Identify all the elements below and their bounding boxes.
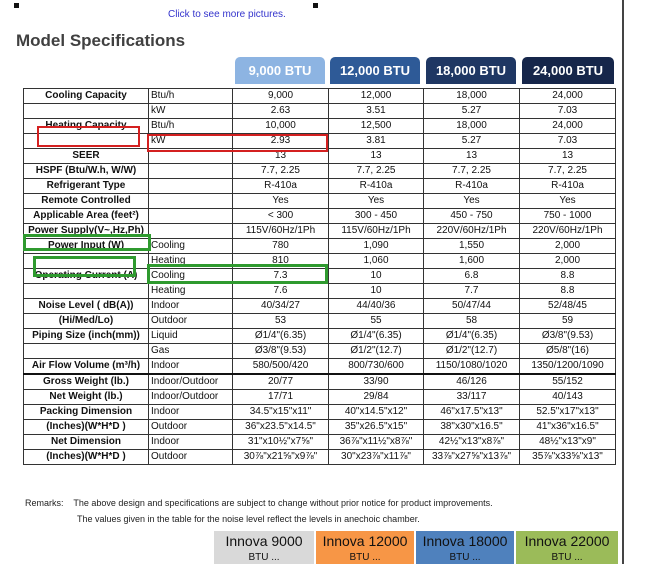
spec-value: Ø1/4"(6.35) (424, 329, 520, 344)
spec-value: 18,000 (424, 119, 520, 134)
spec-label: Cooling Capacity (24, 89, 149, 104)
variant-innova-9000[interactable] (214, 531, 314, 564)
spec-value: 24,000 (520, 89, 616, 104)
spec-value: 36⅞"x11½"x8⅞" (329, 435, 424, 450)
spec-label: Noise Level ( dB(A)) (24, 299, 149, 314)
spec-value: 1,600 (424, 254, 520, 269)
spec-row (24, 374, 616, 390)
spec-value: 20/77 (233, 374, 329, 390)
remarks-line-2: The values given in the table for the noise level reflect the levels in anechoic chamber. (77, 514, 420, 524)
spec-row (24, 450, 616, 465)
spec-row (24, 164, 616, 179)
spec-value: 1150/1080/1020 (424, 359, 520, 375)
spec-value: 38"x30"x16.5" (424, 420, 520, 435)
spec-value: 40/34/27 (233, 299, 329, 314)
spec-value: 810 (233, 254, 329, 269)
spec-value: 8.8 (520, 284, 616, 299)
variant-sub: BTU ... (248, 552, 280, 563)
corner-mark-left (14, 3, 19, 8)
spec-value: 31"x10½"x7⅝" (233, 435, 329, 450)
spec-label: Air Flow Volume (m³/h) (24, 359, 149, 375)
spec-value: 5.27 (424, 104, 520, 119)
spec-label: Net Dimension (24, 435, 149, 450)
spec-value: 46"x17.5"x13" (424, 405, 520, 420)
spec-value: 52.5"x17"x13" (520, 405, 616, 420)
spec-value: 6.8 (424, 269, 520, 284)
spec-unit: Outdoor (149, 450, 233, 465)
spec-value: 58 (424, 314, 520, 329)
spec-value: 10,000 (233, 119, 329, 134)
variant-sub: BTU ... (449, 552, 481, 563)
spec-value: 55/152 (520, 374, 616, 390)
spec-row (24, 420, 616, 435)
spec-row (24, 299, 616, 314)
spec-unit: Cooling (149, 269, 233, 284)
spec-value: 8.8 (520, 269, 616, 284)
spec-label: Heating Capacity (24, 119, 149, 134)
variant-sub: BTU ... (551, 552, 583, 563)
spec-value: 7.7, 2.25 (520, 164, 616, 179)
spec-value: 18,000 (424, 89, 520, 104)
spec-value: 580/500/420 (233, 359, 329, 375)
spec-unit: Heating (149, 254, 233, 269)
spec-row (24, 344, 616, 359)
spec-value: 7.7, 2.25 (329, 164, 424, 179)
spec-value: 7.7 (424, 284, 520, 299)
spec-unit: kW (149, 134, 233, 149)
spec-label: Operating Current (A) (24, 269, 149, 284)
spec-unit: Indoor (149, 359, 233, 375)
highlight-heating-input-row (147, 264, 328, 284)
spec-unit: kW (149, 104, 233, 119)
variant-innova-12000[interactable] (316, 531, 414, 564)
spec-value: Ø3/8"(9.53) (233, 344, 329, 359)
spec-value: 42½"x13"x8⅞" (424, 435, 520, 450)
spec-value: 115V/60Hz/1Ph (329, 224, 424, 239)
spec-label: (Hi/Med/Lo) (24, 314, 149, 329)
spec-unit: Btu/h (149, 89, 233, 104)
spec-unit: Indoor (149, 435, 233, 450)
variant-name: Innova 9000 (225, 533, 303, 549)
spec-value: Ø5/8"(16) (520, 344, 616, 359)
spec-value: 450 - 750 (424, 209, 520, 224)
spec-unit: Outdoor (149, 314, 233, 329)
spec-value: 13 (233, 149, 329, 164)
variant-sub: BTU ... (349, 552, 381, 563)
spec-value: 800/730/600 (329, 359, 424, 375)
spec-row (24, 405, 616, 420)
spec-row (24, 284, 616, 299)
spec-value: Ø1/2"(12.7) (329, 344, 424, 359)
spec-value: 5.27 (424, 134, 520, 149)
highlight-heating-capacity-label (37, 126, 140, 147)
page-edge (622, 0, 624, 564)
spec-unit: Liquid (149, 329, 233, 344)
spec-row (24, 314, 616, 329)
spec-unit: Indoor (149, 405, 233, 420)
spec-label: Power Input (W) (24, 239, 149, 254)
spec-value: 35⅞"x33⅝"x13" (520, 450, 616, 465)
spec-unit (149, 224, 233, 239)
spec-value: 52/48/45 (520, 299, 616, 314)
spec-label: SEER (24, 149, 149, 164)
spec-value: 2,000 (520, 254, 616, 269)
spec-value: 2.93 (233, 134, 329, 149)
spec-unit (149, 164, 233, 179)
spec-value: 33/90 (329, 374, 424, 390)
variant-innova-18000[interactable] (416, 531, 514, 564)
spec-value: 55 (329, 314, 424, 329)
spec-value: 115V/60Hz/1Ph (233, 224, 329, 239)
spec-value: Yes (520, 194, 616, 209)
spec-value: 1,550 (424, 239, 520, 254)
variant-innova-22000[interactable] (516, 531, 618, 564)
spec-value: 7.03 (520, 104, 616, 119)
spec-value: 220V/60Hz/1Ph (424, 224, 520, 239)
spec-row (24, 435, 616, 450)
spec-value: 33/117 (424, 390, 520, 405)
spec-value: Ø1/4"(6.35) (233, 329, 329, 344)
spec-label (24, 104, 149, 119)
spec-value: 59 (520, 314, 616, 329)
spec-value: Ø1/2"(12.7) (424, 344, 520, 359)
spec-value: 7.3 (233, 269, 329, 284)
spec-value: 1350/1200/1090 (520, 359, 616, 375)
spec-unit: Outdoor (149, 420, 233, 435)
spec-label: Net Weight (lb.) (24, 390, 149, 405)
spec-row (24, 209, 616, 224)
spec-unit: Heating (149, 284, 233, 299)
spec-value: 7.7, 2.25 (233, 164, 329, 179)
spec-value: Ø1/4"(6.35) (329, 329, 424, 344)
spec-value: 24,000 (520, 119, 616, 134)
model-header-24000: 24,000 BTU (522, 57, 614, 84)
spec-value: 3.81 (329, 134, 424, 149)
spec-value: 30⅞"x21⅝"x9⅞" (233, 450, 329, 465)
spec-value: 44/40/36 (329, 299, 424, 314)
spec-unit: Indoor/Outdoor (149, 390, 233, 405)
spec-value: 780 (233, 239, 329, 254)
page-title: Model Specifications (16, 31, 186, 50)
variant-name: Innova 12000 (322, 533, 408, 549)
spec-value: 29/84 (329, 390, 424, 405)
spec-value: 41"x36"x16.5" (520, 420, 616, 435)
spec-row (24, 104, 616, 119)
spec-value: 50/47/44 (424, 299, 520, 314)
remarks (25, 498, 493, 508)
spec-label (24, 344, 149, 359)
spec-row (24, 390, 616, 405)
variant-name: Innova 22000 (524, 533, 610, 549)
spec-value: 220V/60Hz/1Ph (520, 224, 616, 239)
spec-unit: Btu/h (149, 119, 233, 134)
spec-label: (Inches)(W*H*D ) (24, 420, 149, 435)
spec-value: 46/126 (424, 374, 520, 390)
spec-value: R-410a (424, 179, 520, 194)
spec-value: 48½"x13"x9" (520, 435, 616, 450)
spec-value: 17/71 (233, 390, 329, 405)
spec-value: 9,000 (233, 89, 329, 104)
spec-value: 2,000 (520, 239, 616, 254)
spec-value: Yes (424, 194, 520, 209)
spec-label: Remote Controlled (24, 194, 149, 209)
spec-value: 33⅞"x27⅝"x13⅞" (424, 450, 520, 465)
spec-value: 12,000 (329, 89, 424, 104)
spec-value: 7.6 (233, 284, 329, 299)
spec-value: 1,060 (329, 254, 424, 269)
spec-value: 10 (329, 284, 424, 299)
spec-value: 7.03 (520, 134, 616, 149)
spec-unit: Indoor/Outdoor (149, 374, 233, 390)
spec-value: 35"x26.5"x15" (329, 420, 424, 435)
spec-label: (Inches)(W*H*D ) (24, 450, 149, 465)
spec-value: R-410a (329, 179, 424, 194)
spec-value: 30"x23⅞"x11⅞" (329, 450, 424, 465)
spec-value: 40/143 (520, 390, 616, 405)
corner-mark-right (313, 3, 318, 8)
spec-label: Piping Size (inch(mm)) (24, 329, 149, 344)
spec-value: 13 (424, 149, 520, 164)
spec-label: HSPF (Btu/W.h, W/W) (24, 164, 149, 179)
spec-value: R-410a (233, 179, 329, 194)
spec-unit (149, 209, 233, 224)
spec-value: 40"x14.5"x12" (329, 405, 424, 420)
spec-value: 7.7, 2.25 (424, 164, 520, 179)
more-pictures-link[interactable]: Click to see more pictures. (168, 9, 286, 20)
spec-value: < 300 (233, 209, 329, 224)
spec-label: Refrigerant Type (24, 179, 149, 194)
model-header-18000: 18,000 BTU (426, 57, 516, 84)
remarks-line-1: The above design and specifications are subject to change without prior notice for product improvements. (73, 498, 493, 508)
spec-value: 750 - 1000 (520, 209, 616, 224)
spec-value: Yes (329, 194, 424, 209)
spec-label (24, 284, 149, 299)
spec-value: 2.63 (233, 104, 329, 119)
spec-row (24, 179, 616, 194)
spec-value: 53 (233, 314, 329, 329)
variant-name: Innova 18000 (422, 533, 508, 549)
spec-unit (149, 179, 233, 194)
model-header-12000: 12,000 BTU (330, 57, 420, 84)
spec-label: Packing Dimension (24, 405, 149, 420)
spec-value: Yes (233, 194, 329, 209)
spec-label: Applicable Area (feet²) (24, 209, 149, 224)
spec-label: Power Supply(V~,Hz,Ph) (24, 224, 149, 239)
spec-value: Ø3/8"(9.53) (520, 329, 616, 344)
spec-unit (149, 194, 233, 209)
spec-row (24, 359, 616, 375)
spec-value: 13 (329, 149, 424, 164)
spec-label: Gross Weight (lb.) (24, 374, 149, 390)
spec-row (24, 194, 616, 209)
spec-value: 300 - 450 (329, 209, 424, 224)
spec-value: 13 (520, 149, 616, 164)
spec-value: R-410a (520, 179, 616, 194)
spec-value: 3.51 (329, 104, 424, 119)
highlight-power-input-label (33, 256, 136, 277)
spec-unit: Cooling (149, 239, 233, 254)
model-header-9000: 9,000 BTU (235, 57, 325, 84)
spec-unit: Indoor (149, 299, 233, 314)
spec-value: 12,500 (329, 119, 424, 134)
spec-row (24, 89, 616, 104)
spec-unit: Gas (149, 344, 233, 359)
spec-value: 36"x23.5"x14.5" (233, 420, 329, 435)
spec-value: 1,090 (329, 239, 424, 254)
spec-row (24, 329, 616, 344)
highlight-heating-kw-row (147, 134, 328, 152)
spec-value: 10 (329, 269, 424, 284)
remarks-label: Remarks: (25, 498, 64, 508)
spec-value: 34.5"x15"x11" (233, 405, 329, 420)
highlight-power-supply-label (23, 234, 151, 251)
